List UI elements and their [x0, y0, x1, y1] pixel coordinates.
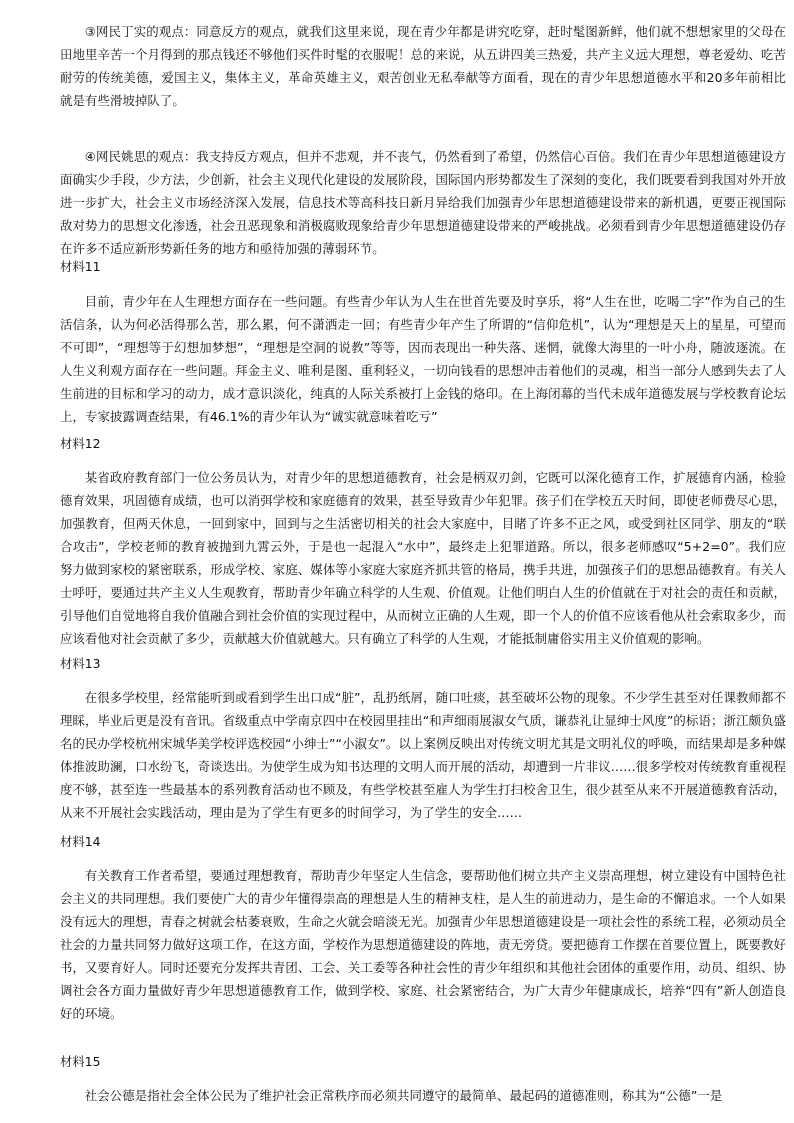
material-12-heading: 材料12 [60, 436, 101, 451]
material-13-text: 在很多学校里，经常能听到或看到学生出口成“脏”，乱扔纸屑，随口吐痰，甚至破坏公物的现象。不少学生甚至对任课教师都不理睬，毕业后更是没有音讯。省级重点中学南京四中在校园里挂出“和声细雨展淑女气质，谦恭礼让显绅士风度”的标语；浙江颇负盛名的民办学校杭州宋城华美学校评选校园“小绅士”“小淑女”。以上案例反映出对传统文明尤其是文明礼仪的呼唤，而结果却是多种媒体推波助澜，口水纷飞，奇谈迭出。为使学生成为知书达理的文明人而开展的活动，却遭到一片非议……很多学校对传统教育重视程度不够，甚至连一些最基本的系列教育活动也不顾及，有些学校甚至雇人为学生打扫校舍卫生，很少甚至从来不开展道德教育活动，从来不开展社会实践活动，理由是为了学生有更多的时间学习，为了学生的安全…… [60, 690, 786, 820]
material-14-text: 有关教育工作者希望，要通过理想教育，帮助青少年坚定人生信念，要帮助他们树立共产主义崇高理想，树立建设有中国特色社会主义的共同理想。我们要使广大的青少年懂得崇高的理想是人生的精神支柱，是人生的前进动力，是生命的不懈追求。一个人如果没有远大的理想，青春之树就会枯萎衰败，生命之火就会暗淡无光。加强青少年思想道德建设是一项社会性的系统工程，必须动员全社会的力量共同努力做好这项工作，在这方面，学校作为思想道德建设的阵地，责无旁贷。要把德育工作摆在首要位置上，既要教好书，又要育好人。同时还要充分发挥共青团、工会、关工委等各种社会性的青少年组织和其他社会团体的重要作用，动员、组织、协调社会各方面力量做好青少年思想道德教育工作，做到学校、家庭、社会紧密结合，为广大青少年健康成长，培养“四有”新人创造良好的环境。 [60, 868, 786, 1021]
material-15-heading: 材料15 [60, 1054, 101, 1069]
paragraph-text: ④网民姚思的观点：我支持反方观点，但并不悲观，并不丧气，仍然看到了希望，仍然信心百倍。我们在青少年思想道德建设方面确实少手段，少方法，少创新，社会主义现代化建设的发展阶段，国际国内形势都发生了深刻的变化，我们既要看到我国对外开放进一步扩大，社会主义市场经济深入发展，信息技术等高科技日新月异给我们加强青少年思想道德建设带来的新机遇，更要正视国际敌对势力的思想文化渗透，社会丑恶现象和消极腐败现象给青少年思想道德建设带来的严峻挑战。必须看到青少年思想道德建设仍存在许多不适应新形势新任务的地方和亟待加强的薄弱环节。 [60, 149, 786, 256]
material-13-heading: 材料13 [60, 656, 101, 671]
paragraph-netizen-yao [60, 145, 786, 260]
paragraph-netizen-ding [60, 20, 786, 112]
material-12-text: 某省政府教育部门一位公务员认为，对青少年的思想道德教育，社会是柄双刃剑，它既可以深化德育工作，扩展德育内涵，检验德育效果，巩固德育成绩，也可以消弭学校和家庭德育的效果，甚至导致青少年犯罪。孩子们在学校五天时间，即使老师费尽心思，加强教育，但两天休息，一回到家中，回到与之生活密切相关的社会大家庭中，目睹了许多不正之风，或受到社区同学、朋友的“联合攻击”，学校老师的教育被抛到九霄云外，于是也一起混入“水中”，最终走上犯罪道路。所以，很多老师感叹“5+2=0”。我们应努力做到家校的紧密联系，形成学校、家庭、媒体等小家庭大家庭齐抓共管的格局，携手共进，加强孩子们的思想品德教育。有关人士呼吁，要通过共产主义人生观教育，帮助青少年确立科学的人生观、价值观。让他们明白人生的价值就在于对社会的责任和贡献，引导他们自觉地将自我价值融合到社会价值的实现过程中，从而树立正确的人生观，即一个人的价值不应该看他从社会索取多少，而应该看他对社会贡献了多少，贡献越大价值就越大。只有确立了科学的人生观，才能抵制庸俗实用主义价值观的影响。 [60, 470, 786, 646]
material-11-text: 目前，青少年在人生理想方面存在一些问题。有些青少年认为人生在世首先要及时享乐，将“人生在世，吃喝二字”作为自己的生活信条，认为何必活得那么苦，那么累，何不潇洒走一回；有些青少年产生了所谓的“信仰危机”，认为“理想是天上的星星，可望而不可即”，“理想等于幻想加梦想”，“理想是空洞的说教”等等，因而表现出一种失落、迷惘，就像大海里的一叶小舟，随波逐流。在人生义利观方面存在一些问题。拜金主义、唯利是图、重利轻义，一切向钱看的思想冲击着他们的灵魂，相当一部分人感到失去了人生前进的目标和学习的动力，成才意识淡化，纯真的人际关系被打上金钱的烙印。在上海闭幕的当代未成年道德发展与学校教育论坛上，专家披露调查结果，有46.1%的青少年认为“诚实就意味着吃亏” [60, 294, 786, 424]
paragraph-text: ③网民丁实的观点：同意反方的观点，就我们这里来说，现在青少年都是讲究吃穿，赶时髦图新鲜，他们就不想想家里的父母在田地里辛苦一个月得到的那点钱还不够他们买件时髦的衣服呢！总的来说，从五讲四美三热爱，共产主义远大理想，尊老爱幼、吃苦耐劳的传统美德，爱国主义，集体主义，革命英雄主义，艰苦创业无私奉献等方面看，现在的青少年思想道德水平和20多年前相比就是有些滑坡掉队了。 [60, 24, 786, 108]
material-11-heading: 材料11 [60, 259, 101, 274]
material-14-heading: 材料14 [60, 834, 101, 849]
material-15-text: 社会公德是指社会全体公民为了维护社会正常秩序而必须共同遵守的最简单、最起码的道德准则，称其为“公德”一是 [84, 1088, 723, 1103]
